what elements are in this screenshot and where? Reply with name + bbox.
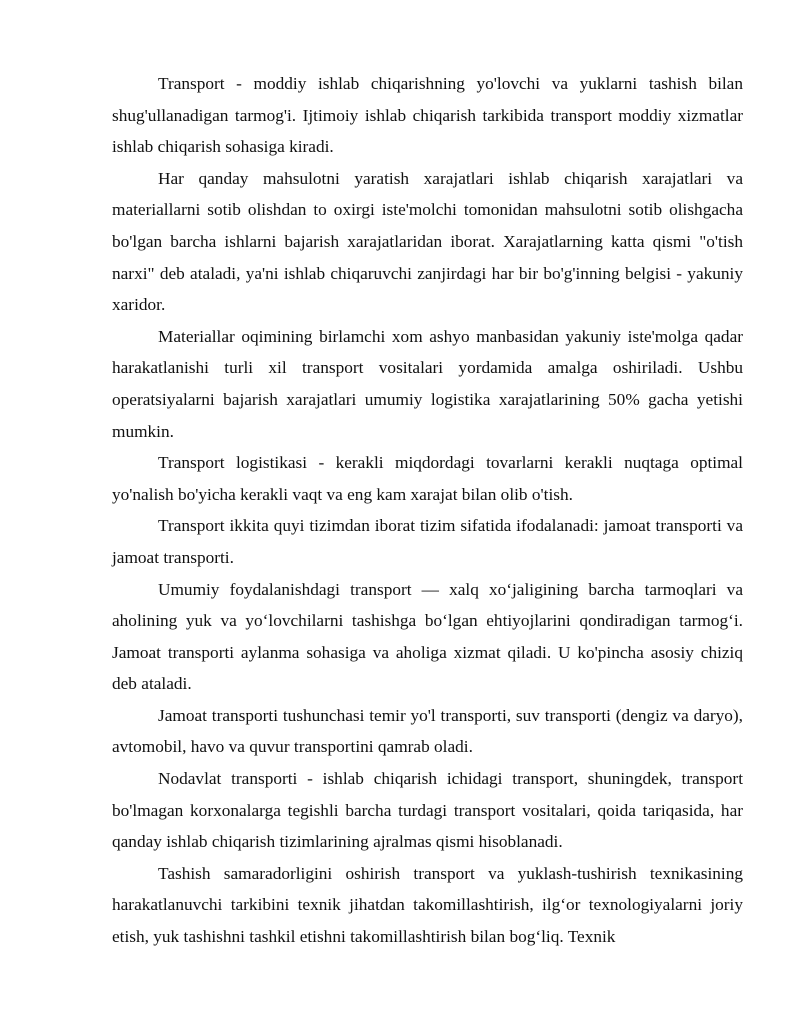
paragraph-public-transport-scope: Jamoat transporti tushunchasi temir yo'l transporti, suv transporti (dengiz va daryo), avtomobil, havo va quvur transportini qamrab oladi.: [112, 705, 743, 757]
paragraph-transport-definition: Transport - moddiy ishlab chiqarishning yo'lovchi va yuklarni tashish bilan shug'ullanadigan tarmog'i. Ijtimoiy ishlab chiqarish tarkibida transport moddiy xizmatlar ishlab chiqarish sohasiga kiradi.: [112, 74, 743, 157]
paragraph-material-flow: Materiallar oqimining birlamchi xom ashyo manbasidan yakuniy iste'molga qadar harakatlanishi turli xil transport vositalari yordamida amalga oshiriladi. Ushbu operatsiyalarni bajarish xarajatlari umumiy logistika xarajatlarining 50% gacha yetishi mumkin.: [112, 326, 743, 441]
document-body: [112, 68, 743, 953]
paragraph-subsystems: Transport ikkita quyi tizimdan iborat tizim sifatida ifodalanadi: jamoat transporti va jamoat transporti.: [112, 516, 743, 567]
paragraph-non-state-transport: Nodavlat transporti - ishlab chiqarish ichidagi transport, shuningdek, transport bo'lmagan korxonalarga tegishli barcha turdagi transport vositalari, qoida tariqasida, har qanday ishlab chiqarish tizimlarining ajralmas qismi hisoblanadi.: [112, 769, 743, 852]
paragraph-public-transport: Umumiy foydalanishdagi transport — xalq xo‘jaligining barcha tarmoqlari va aholining yuk va yo‘lovchilarni tashishga bo‘lgan ehtiyojlarini qondiradigan tarmog‘i. Jamoat transporti aylanma sohasiga va aholiga xizmat qiladi. U ko'pincha asosiy chiziq deb ataladi.: [112, 579, 743, 694]
paragraph-production-costs: Har qanday mahsulotni yaratish xarajatlari ishlab chiqarish xarajatlari va materiallarni sotib olishdan to oxirgi iste'molchi tomonidan mahsulotni sotib olishgacha bo'lgan barcha ishlarni bajarish xarajatlaridan iborat. Xarajatlarning katta qismi "o'tish narxi" deb ataladi, ya'ni ishlab chiqaruvchi zanjirdagi har bir bo'g'inning belgisi - yakuniy xaridor.: [112, 168, 743, 315]
paragraph-transport-logistics: Transport logistikasi - kerakli miqdordagi tovarlarni kerakli nuqtaga optimal yo'nalish bo'yicha kerakli vaqt va eng kam xarajat bilan olib o'tish.: [112, 453, 743, 504]
paragraph-efficiency: Tashish samaradorligini oshirish transport va yuklash-tushirish texnikasining harakatlanuvchi tarkibini texnik jihatdan takomillashtirish, ilg‘or texnologiyalarni joriy etish, yuk tashishni tashkil etishni takomillashtirish bilan bog‘liq. Texnik: [112, 863, 743, 947]
